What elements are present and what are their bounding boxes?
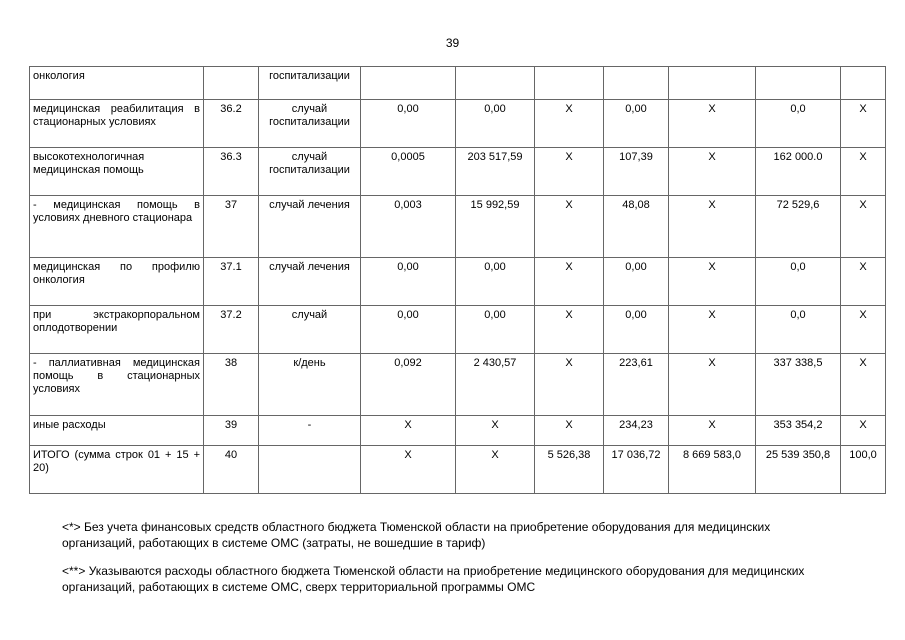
cell-indicator-name: медицинская реабилитация в стационарных условиях <box>30 100 204 148</box>
cell-value: Х <box>669 416 756 446</box>
cell-value <box>604 67 669 100</box>
cell-value: Х <box>669 306 756 354</box>
cell-value: 0,00 <box>456 258 535 306</box>
cell-value: Х <box>535 258 604 306</box>
cell-value: 107,39 <box>604 148 669 196</box>
cell-value: Х <box>841 148 886 196</box>
cell-value: Х <box>361 416 456 446</box>
cell-value: Х <box>841 306 886 354</box>
cell-unit <box>259 446 361 494</box>
cell-value: 8 669 583,0 <box>669 446 756 494</box>
cell-value: 0,003 <box>361 196 456 258</box>
cell-value: 25 539 350,8 <box>756 446 841 494</box>
table-row <box>30 354 886 416</box>
cell-value: Х <box>535 416 604 446</box>
cell-value: 17 036,72 <box>604 446 669 494</box>
data-table <box>29 66 886 494</box>
cell-value <box>669 67 756 100</box>
cell-value: Х <box>841 100 886 148</box>
footnote-1: <*> Без учета финансовых средств областного бюджета Тюменской области на приобретение оборудования для медицинских организаций, работающих в системе ОМС (затраты, не вошедшие в тариф) <box>62 520 771 550</box>
cell-value: 100,0 <box>841 446 886 494</box>
cell-value: 0,00 <box>604 306 669 354</box>
cell-value: Х <box>841 258 886 306</box>
table-row <box>30 258 886 306</box>
cell-value: Х <box>456 416 535 446</box>
cell-row-number: 37.1 <box>204 258 259 306</box>
table-row <box>30 306 886 354</box>
cell-value: 353 354,2 <box>756 416 841 446</box>
cell-row-number: 40 <box>204 446 259 494</box>
cell-value: 48,08 <box>604 196 669 258</box>
cell-value: 0,00 <box>361 100 456 148</box>
cell-indicator-name: - медицинская помощь в условиях дневного стационара <box>30 196 204 258</box>
table-row <box>30 446 886 494</box>
cell-value: 0,00 <box>456 306 535 354</box>
cell-unit: случай лечения <box>259 196 361 258</box>
cell-value: Х <box>669 354 756 416</box>
cell-value: 2 430,57 <box>456 354 535 416</box>
cell-value: 234,23 <box>604 416 669 446</box>
cell-value: Х <box>535 148 604 196</box>
cell-value: 0,00 <box>604 258 669 306</box>
cell-indicator-name: - паллиативная медицинская помощь в стационарных условиях <box>30 354 204 416</box>
table-row <box>30 196 886 258</box>
cell-value <box>535 67 604 100</box>
cell-value: 223,61 <box>604 354 669 416</box>
cell-value: Х <box>535 354 604 416</box>
cell-value: Х <box>841 196 886 258</box>
cell-value: Х <box>361 446 456 494</box>
cell-value: 0,0 <box>756 258 841 306</box>
cell-value <box>456 67 535 100</box>
table-row <box>30 416 886 446</box>
cell-value: Х <box>669 100 756 148</box>
cell-row-number: 36.2 <box>204 100 259 148</box>
table-row <box>30 148 886 196</box>
cell-value: Х <box>535 306 604 354</box>
cell-value: 5 526,38 <box>535 446 604 494</box>
cell-value: Х <box>669 196 756 258</box>
cell-value <box>756 67 841 100</box>
cell-value: Х <box>456 446 535 494</box>
cell-value: 0,0 <box>756 100 841 148</box>
cell-value <box>841 67 886 100</box>
cell-value: 0,00 <box>361 258 456 306</box>
cell-value: 0,0005 <box>361 148 456 196</box>
table-row <box>30 100 886 148</box>
cell-unit: госпитализации <box>259 67 361 100</box>
cell-unit: - <box>259 416 361 446</box>
cell-value: 0,00 <box>604 100 669 148</box>
cell-indicator-name: онкология <box>30 67 204 100</box>
cell-value <box>361 67 456 100</box>
cell-value: Х <box>535 100 604 148</box>
cell-row-number: 36.3 <box>204 148 259 196</box>
cell-value: 72 529,6 <box>756 196 841 258</box>
cell-indicator-name: ИТОГО (сумма строк 01 + 15 + 20) <box>30 446 204 494</box>
cell-indicator-name: медицинская по профилю онкология <box>30 258 204 306</box>
cell-indicator-name: при экстракорпоральном оплодотворении <box>30 306 204 354</box>
cell-row-number: 37.2 <box>204 306 259 354</box>
cell-value: 0,00 <box>361 306 456 354</box>
cell-value: 15 992,59 <box>456 196 535 258</box>
cell-value: 337 338,5 <box>756 354 841 416</box>
cell-indicator-name: иные расходы <box>30 416 204 446</box>
table-row <box>30 67 886 100</box>
cell-unit: случай лечения <box>259 258 361 306</box>
footnotes <box>62 519 832 607</box>
cell-row-number: 37 <box>204 196 259 258</box>
cell-row-number <box>204 67 259 100</box>
cell-unit: случай <box>259 306 361 354</box>
cell-unit: к/день <box>259 354 361 416</box>
cell-value: 162 000.0 <box>756 148 841 196</box>
cell-row-number: 39 <box>204 416 259 446</box>
page-number: 39 <box>445 36 460 50</box>
cell-value: Х <box>841 354 886 416</box>
cell-value: 203 517,59 <box>456 148 535 196</box>
cell-unit: случай госпитализации <box>259 100 361 148</box>
cell-indicator-name: высокотехнологичная медицинская помощь <box>30 148 204 196</box>
cell-value: Х <box>669 148 756 196</box>
cell-unit: случай госпитализации <box>259 148 361 196</box>
cell-value: 0,0 <box>756 306 841 354</box>
cell-value: Х <box>841 416 886 446</box>
footnote-2: <**> Указываются расходы областного бюджета Тюменской области на приобретение медицинского оборудования для медицинских организаций, работающих в системе ОМС, сверх территориальной программы ОМС <box>62 564 805 594</box>
cell-value: 0,00 <box>456 100 535 148</box>
cell-row-number: 38 <box>204 354 259 416</box>
cell-value: 0,092 <box>361 354 456 416</box>
cell-value: Х <box>535 196 604 258</box>
cell-value: Х <box>669 258 756 306</box>
